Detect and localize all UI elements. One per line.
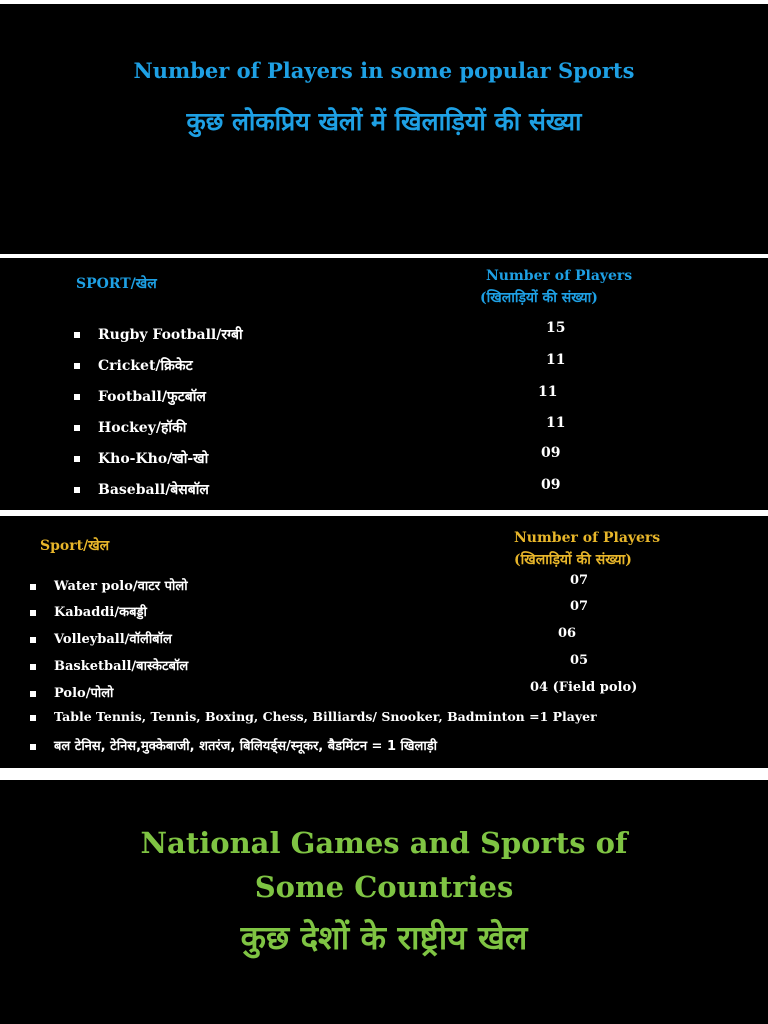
players-table-panel-2 xyxy=(0,516,768,768)
sport-name: Baseball/बेसबॉल xyxy=(98,482,209,498)
bullet-icon xyxy=(74,425,80,431)
bullet-icon xyxy=(30,744,36,750)
bullet-icon xyxy=(30,610,36,616)
bullet-icon xyxy=(74,487,80,493)
sport-name: Rugby Football/रग्बी xyxy=(98,327,243,343)
title-english: Number of Players in some popular Sports xyxy=(133,58,635,83)
title-hindi: कुछ लोकप्रिय खेलों में खिलाड़ियों की संख्या xyxy=(186,107,582,136)
sport-column-header: Sport/खेल xyxy=(40,538,110,554)
bullet-icon xyxy=(30,715,36,721)
player-count: 09 xyxy=(541,445,561,461)
bullet-icon xyxy=(74,394,80,400)
player-count: 07 xyxy=(570,599,589,614)
players-column-header-hi: (खिलाड़ियों की संख्या) xyxy=(480,290,598,306)
list-item xyxy=(74,449,208,468)
sport-name: Hockey/हॉकी xyxy=(98,420,187,436)
list-item xyxy=(30,629,172,647)
sport-name: Basketball/बास्केटबॉल xyxy=(54,659,189,674)
players-column-header-hi: (खिलाड़ियों की संख्या) xyxy=(514,552,632,568)
sport-name: Cricket/क्रिकेट xyxy=(98,358,193,374)
bullet-icon xyxy=(30,664,36,670)
sport-column-header: SPORT/खेल xyxy=(76,276,157,292)
note-hindi-text: बल टेनिस, टेनिस,मुक्केबाजी, शतरंज, बिलियर्ड्स/स्नूकर, बैडमिंटन = 1 खिलाड़ी xyxy=(54,739,438,754)
bullet-icon xyxy=(30,637,36,643)
list-item xyxy=(30,602,147,620)
sport-name: Polo/पोलो xyxy=(54,686,114,701)
heading-hindi: कुछ देशों के राष्ट्रीय खेल xyxy=(240,918,528,957)
list-item xyxy=(74,480,209,499)
player-count: 11 xyxy=(546,352,566,368)
player-count: 04 (Field polo) xyxy=(530,680,638,695)
player-count: 15 xyxy=(546,320,566,336)
sport-name: Volleyball/वॉलीबॉल xyxy=(54,632,172,647)
list-item xyxy=(30,683,113,701)
list-item xyxy=(74,356,193,375)
national-games-panel xyxy=(0,780,768,1024)
player-count: 11 xyxy=(538,384,558,400)
note-english-text: Table Tennis, Tennis, Boxing, Chess, Billiards/ Snooker, Badminton =1 Player xyxy=(54,709,597,724)
players-column-header-en: Number of Players xyxy=(486,268,633,284)
list-item xyxy=(74,325,243,344)
player-count: 06 xyxy=(558,626,577,641)
heading-line-2: Some Countries xyxy=(254,870,514,904)
players-column-header-en: Number of Players xyxy=(514,530,661,546)
bullet-icon xyxy=(30,584,36,590)
list-item xyxy=(74,418,186,437)
list-item xyxy=(30,656,188,674)
player-count: 05 xyxy=(570,653,589,668)
sport-name: Kho-Kho/खो-खो xyxy=(98,451,209,467)
heading-line-1: National Games and Sports of xyxy=(140,826,628,860)
list-item xyxy=(30,576,188,594)
bullet-icon xyxy=(74,456,80,462)
sport-name: Water polo/वाटर पोलो xyxy=(54,579,188,594)
bullet-icon xyxy=(74,363,80,369)
player-count: 07 xyxy=(570,573,589,588)
list-item xyxy=(74,387,206,406)
player-count: 09 xyxy=(541,477,561,493)
note-english xyxy=(30,709,597,724)
sport-name: Football/फुटबॉल xyxy=(98,389,206,405)
sport-name: Kabaddi/कबड्डी xyxy=(54,605,147,620)
bullet-icon xyxy=(30,691,36,697)
bullet-icon xyxy=(74,332,80,338)
title-panel xyxy=(0,4,768,254)
players-table-panel-1 xyxy=(0,258,768,510)
note-hindi xyxy=(30,736,437,754)
player-count: 11 xyxy=(546,415,566,431)
